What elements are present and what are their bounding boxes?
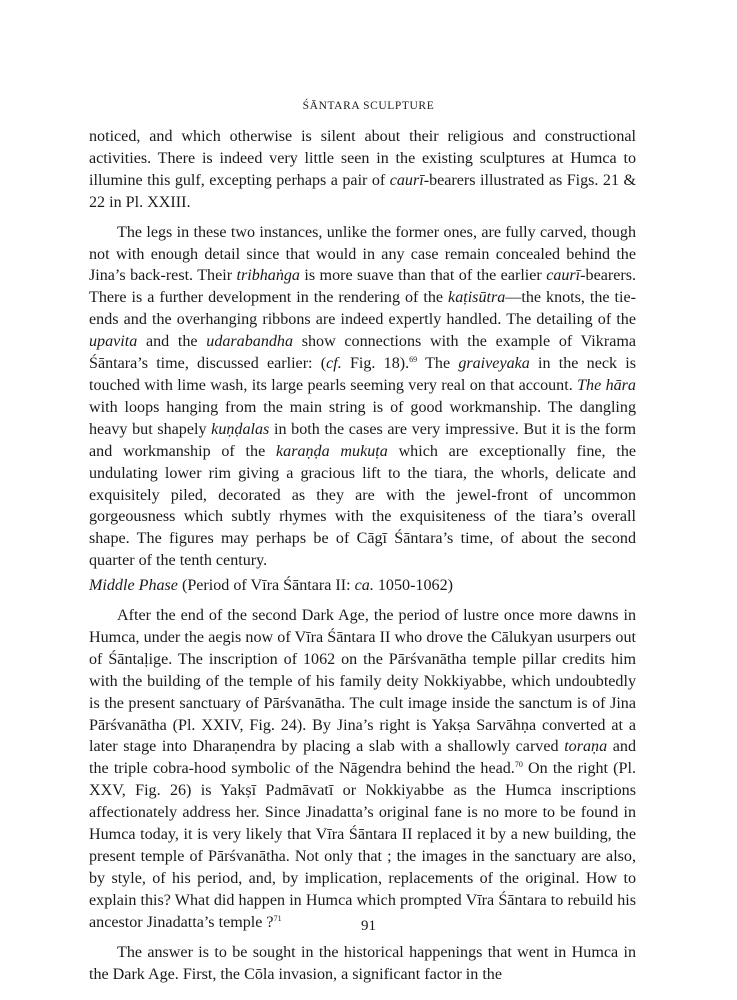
text-run: and the	[137, 333, 207, 351]
paragraph-2	[89, 222, 636, 573]
paragraph-4	[89, 942, 636, 986]
italic-term: toraṇa	[564, 738, 608, 756]
italic-term: kaṭisūtra	[448, 289, 506, 307]
footnote-ref: 69	[409, 355, 418, 365]
italic-term: cf.	[326, 355, 342, 373]
page-number: 91	[361, 918, 376, 934]
text-run: Fig. 18).	[341, 355, 410, 373]
section-title: Middle Phase	[89, 577, 178, 595]
italic-term: caurī	[389, 171, 424, 189]
text-run: 1050-1062)	[373, 577, 453, 595]
text-run: which are exceptionally fine, the undulating lower rim giving a gracious lift to the tiara, the whorls, delicate and exquisitely piled, decorated as they are with the jewel-front of uncommon gorgeousness which subtly rhymes with the exquisiteness of the tiara’s overall shape. The figures may perhaps be of Cāgī Śāntara’s time, of about the second quarter of the tenth century.	[89, 442, 637, 570]
text-run: noticed, and which otherwise is silent about their religious and constructional activities. There is indeed very little seen in the existing sculptures at Humca to illumine this gulf, excepting perhaps a pair of	[89, 128, 636, 189]
running-head: ŚĀNTARA SCULPTURE	[302, 100, 435, 112]
text-run: The legs in these two instances, unlike the former ones, are fully carved, though not with enough detail since that would in any case remain concealed behind the Jina’s back-rest. Their	[89, 223, 636, 285]
text-run: The answer is to be sought in the historical happenings that went in Humca in the Dark Age. First, the Cōla invasion, a significant factor in the	[89, 943, 636, 983]
italic-term: karaṇḍa mukuṭa	[276, 442, 388, 460]
text-run: After the end of the second Dark Age, the period of lustre once more dawns in Humca, under the aegis now of Vīra Śāntara II who drove the Cālukyan usurpers out of Śāntaḷige. The inscription of 1062 on the Pārśvanātha temple pillar credits him with the building of the temple of his family deity Nokkiyabbe, which undoubtedly is the present sanctuary of Pārśvanātha. The cult image inside the sanctum is of Jina Pārśvanātha (Pl. XXIV, Fig. 24). By Jina’s right is Yakṣa Sarvāhṇa converted at a later stage into Dharaṇendra by placing a slab with a shallowly carved	[89, 607, 636, 756]
text-run: On the right (Pl. XXV, Fig. 26) is Yakṣī Padmāvatī or Nokkiyabbe as the Humca inscriptions affectionately address her. Since Jinadatta’s original fane is no more to be found in Humca today, it is very likely that Vīra Śāntara II replaced it by a new building, the present temple of Pārśvanātha. Not only that ; the images in the sanctuary are also, by style, of his period, and, by implication, replacements of the original. How to explain this? What did happen in Humca which prompted Vīra Śāntara to rebuild his ancestor Jinadatta’s temple ?	[89, 760, 636, 931]
italic-term: tribhaṅga	[236, 267, 300, 285]
footnote-ref: 71	[273, 913, 282, 923]
body-text	[89, 126, 636, 985]
paragraph-1	[89, 126, 636, 214]
footnote-ref: 70	[514, 760, 523, 770]
text-run: in both the cases are very impressive. But it is the form and workmanship of the	[89, 420, 636, 460]
text-run: -bearers illustrated as Figs. 21 & 22 in Pl. XXIII.	[89, 171, 636, 211]
text-run: is more suave than that of the earlier	[299, 267, 547, 285]
text-run: —the knots, the tie-ends and the overhanging ribbons are indeed expertly handled. The detailing of the	[89, 289, 636, 329]
text-run: The	[417, 355, 459, 373]
text-run: with loops hanging from the main string is of good workmanship. The dangling heavy but shapely	[89, 398, 636, 438]
italic-term: ca.	[354, 577, 374, 595]
italic-term: udarabandha	[206, 333, 294, 351]
text-run: -bearers. There is a further development in the rendering of the	[89, 267, 637, 307]
text-run: show connections with the example of Vikrama Śāntara’s time, discussed earlier: (	[89, 333, 636, 373]
italic-term: The hāra	[577, 376, 636, 394]
text-run: (Period of Vīra Śāntara II:	[177, 577, 355, 595]
italic-term: upavita	[89, 333, 138, 351]
text-run: and the triple cobra-hood symbolic of the Nāgendra behind the head.	[89, 738, 636, 778]
section-heading	[89, 575, 636, 597]
italic-term: graiveyaka	[458, 355, 530, 373]
text-run: in the neck is touched with lime wash, its large pearls seeming very real on that account.	[89, 355, 636, 394]
italic-term: caurī	[546, 267, 581, 285]
italic-term: kuṇḍalas	[211, 420, 270, 438]
paragraph-3	[89, 605, 636, 934]
